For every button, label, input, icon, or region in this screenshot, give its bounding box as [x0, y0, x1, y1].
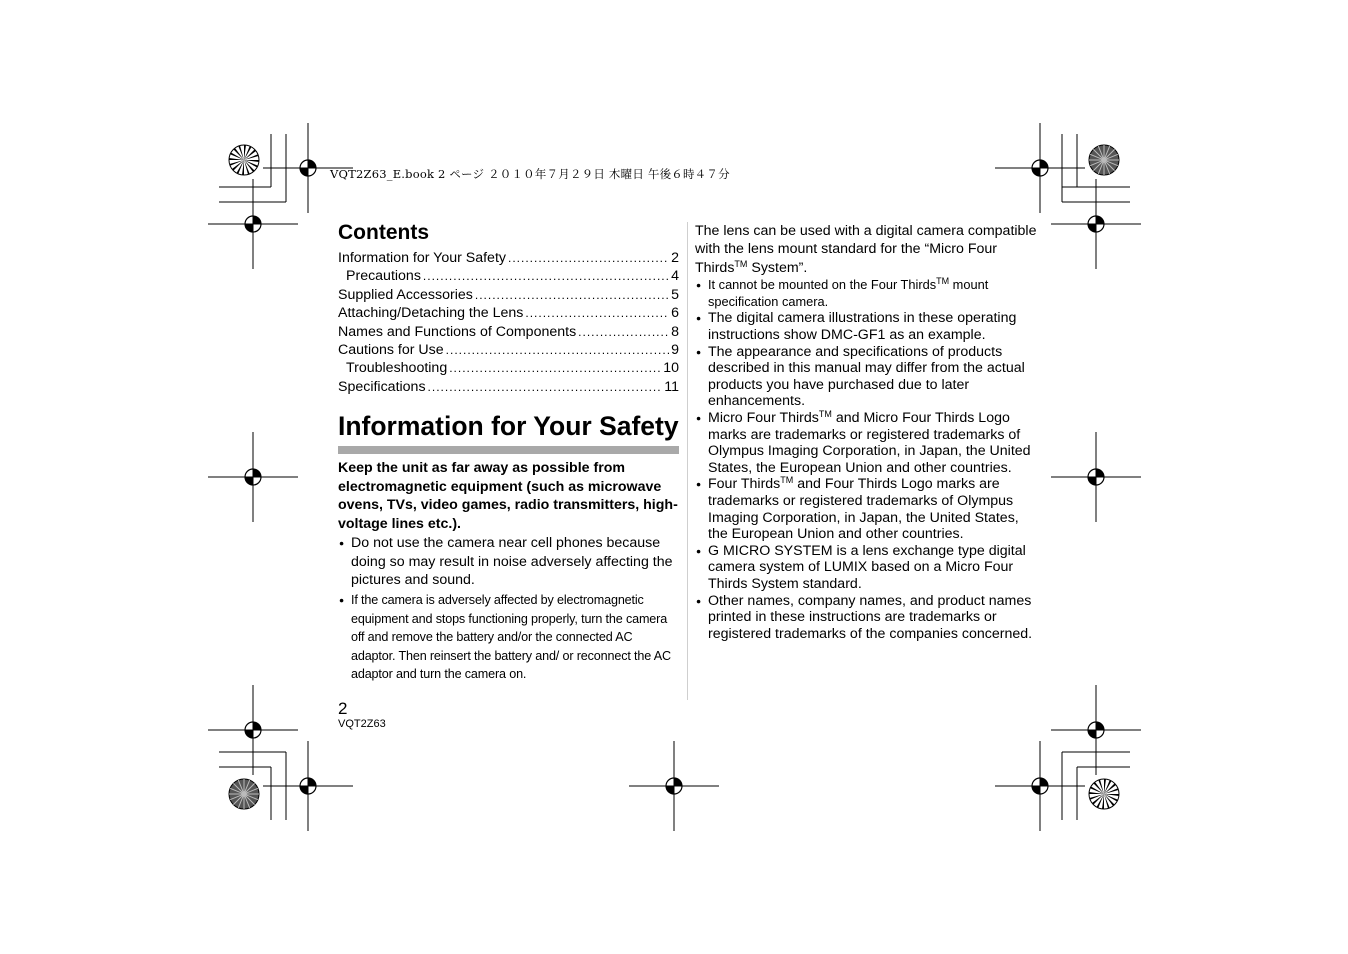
toc-leader: [428, 378, 663, 396]
toc-entry[interactable]: [338, 249, 679, 267]
toc-entry-page: 4: [671, 268, 679, 285]
heading-underline: [338, 446, 679, 454]
lens-intro: The lens can be used with a digital camera compatible with the lens mount standard for the “Micro Four Thirds™ System”.: [695, 223, 1037, 276]
column-divider: [687, 222, 688, 700]
safety-bullet: ● Do not use the camera near cell phones because doing so may result in noise adversely affecting the pictures and sound.: [338, 534, 679, 589]
toc-entry[interactable]: [338, 359, 679, 377]
toc-leader: [449, 359, 661, 377]
toc-entry[interactable]: [338, 341, 679, 359]
safety-warning: Keep the unit as far away as possible from electromagnetic equipment (such as microwave ovens, TVs, video games, radio transmitters, high-voltage lines etc.).: [338, 460, 678, 532]
toc-leader: [525, 304, 669, 322]
lens-info-section: [695, 222, 1037, 642]
toc-leader: [423, 267, 669, 285]
toc-entry-page: 11: [664, 378, 679, 395]
toc-entry-label: Names and Functions of Components: [338, 323, 577, 340]
print-header: VQT2Z63_E.book 2 ページ ２０１０年７月２９日 木曜日 午後６時４７分: [330, 167, 730, 181]
contents-title: Contents: [338, 221, 429, 244]
toc-entry[interactable]: [338, 267, 679, 285]
lens-bullet: ● Four Thirds™ and Four Thirds Logo marks are trademarks or registered trademarks of Olympus Imaging Corporation, in Japan, the United States, the European Union and other countries.: [695, 476, 1037, 542]
lens-bullet: ● Other names, company names, and product names printed in these instructions are trademarks or registered trademarks of the companies concerned.: [695, 593, 1037, 643]
table-of-contents: [338, 249, 679, 396]
page-number: 2: [338, 699, 348, 718]
toc-entry[interactable]: [338, 286, 679, 304]
document-code: VQT2Z63: [338, 718, 386, 730]
lens-bullet: ● The digital camera illustrations in these operating instructions show DMC-GF1 as an example.: [695, 310, 1037, 343]
toc-leader: [475, 286, 669, 304]
toc-entry-label: Attaching/Detaching the Lens: [338, 305, 524, 322]
toc-leader: [578, 323, 669, 341]
lens-bullet: ● G MICRO SYSTEM is a lens exchange type digital camera system of LUMIX based on a Micro Four Thirds System standard.: [695, 543, 1037, 593]
lens-bullet: ● Micro Four Thirds™ and Micro Four Thirds Logo marks are trademarks or registered trademarks of Olympus Imaging Corporation, in Japan, the United States, the European Union and other countries.: [695, 410, 1037, 476]
toc-entry[interactable]: [338, 378, 679, 396]
toc-entry-label: Specifications: [338, 378, 426, 395]
safety-bullet: ● If the camera is adversely affected by electromagnetic equipment and stops functioning properly, turn the camera off and remove the battery and/or the connected AC adaptor. Then reinsert the battery and/ or reconnect the AC adaptor and turn the camera on.: [338, 591, 679, 684]
toc-entry-label: Precautions: [346, 268, 421, 285]
toc-entry-page: 2: [671, 250, 679, 266]
toc-entry-page: 8: [671, 323, 679, 340]
toc-entry-page: 9: [671, 341, 679, 358]
toc-entry-label: Cautions for Use: [338, 341, 444, 358]
toc-entry-page: 10: [663, 360, 679, 377]
page-title: Information for Your Safety: [338, 411, 679, 441]
toc-entry[interactable]: [338, 323, 679, 341]
toc-entry-label: Troubleshooting: [346, 360, 448, 377]
safety-section: [338, 459, 679, 684]
toc-entry-page: 6: [671, 305, 679, 322]
toc-entry-label: Information for Your Safety: [338, 250, 506, 266]
toc-entry[interactable]: [338, 304, 679, 322]
toc-entry-label: Supplied Accessories: [338, 286, 473, 303]
lens-bullet: ● The appearance and specifications of products described in this manual may differ from the actual products you have purchased due to later enhancements.: [695, 344, 1037, 410]
toc-leader: [508, 249, 669, 267]
toc-leader: [446, 341, 669, 359]
lens-bullet: ● It cannot be mounted on the Four Thirds™ mount specification camera.: [695, 277, 1037, 310]
toc-entry-page: 5: [671, 286, 679, 303]
